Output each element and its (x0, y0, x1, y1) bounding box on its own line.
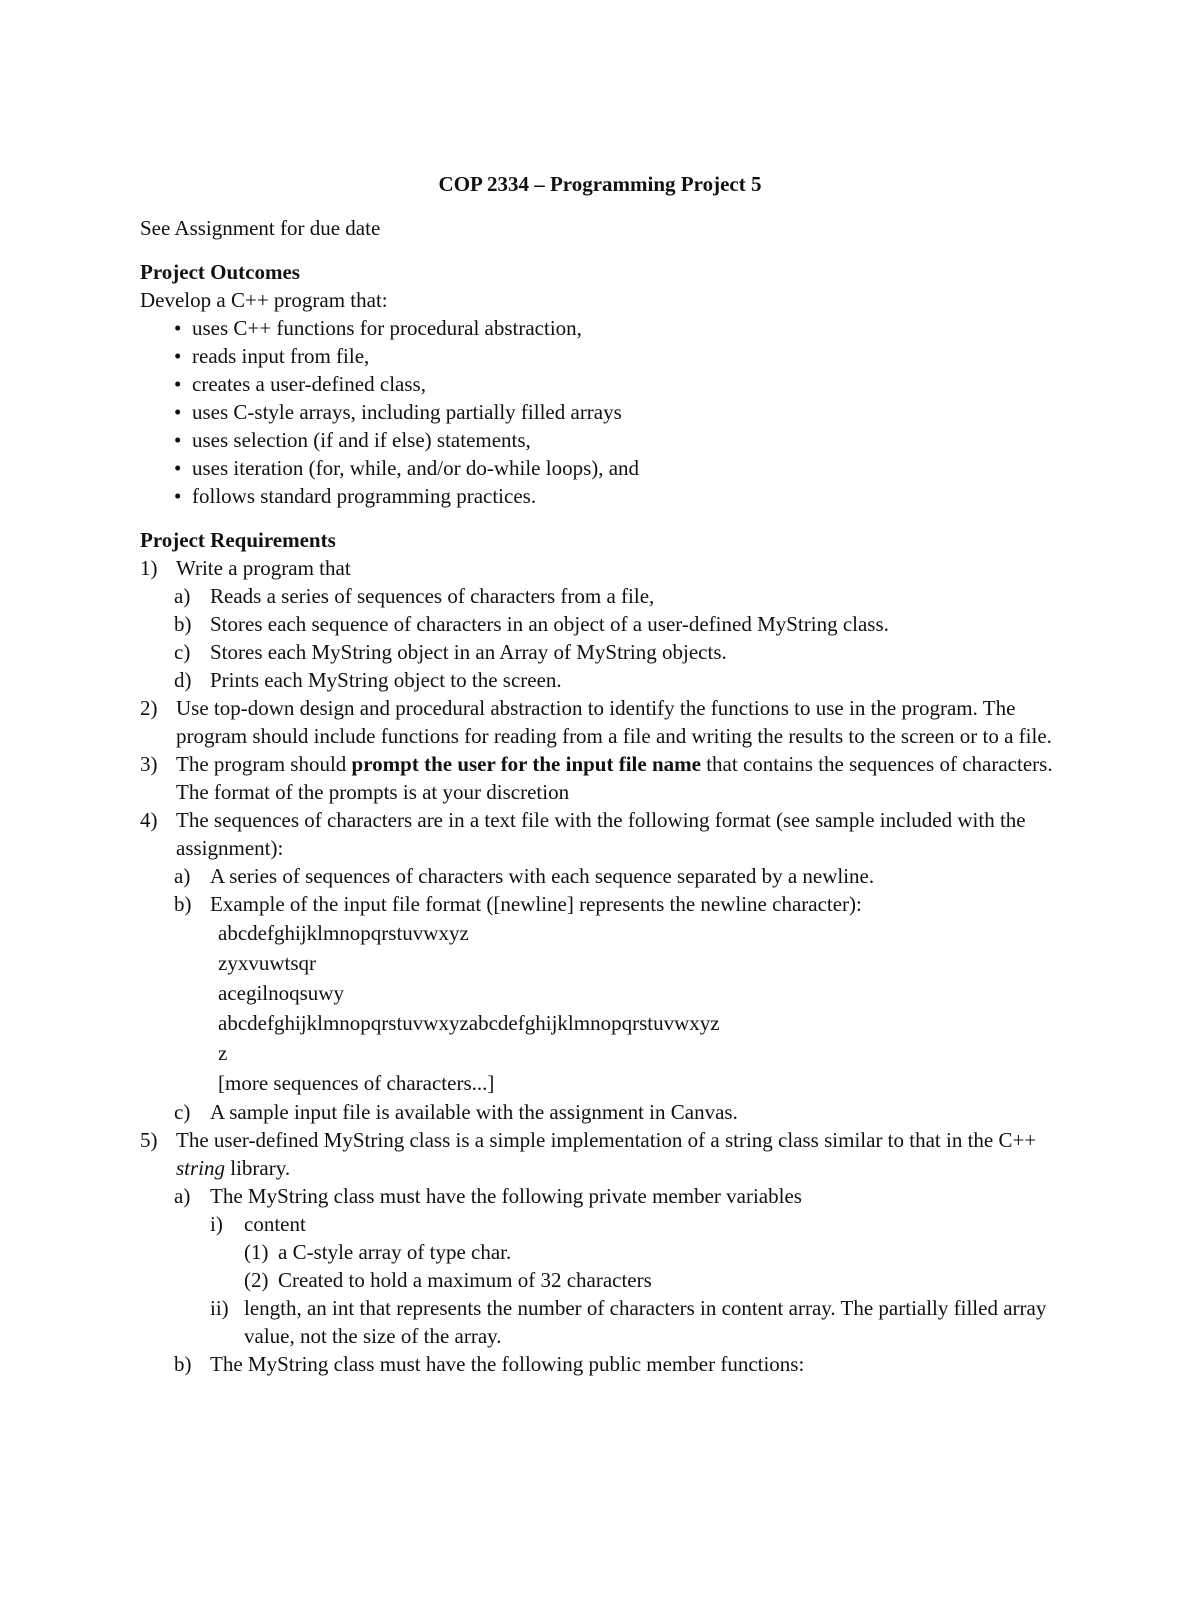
document-title: COP 2334 – Programming Project 5 (438, 172, 762, 196)
requirement-5a-ii (140, 1294, 1060, 1350)
list-marker: 3) (140, 752, 158, 776)
example-line: z (218, 1041, 228, 1065)
requirement-text: Prints each MyString object to the screen. (210, 668, 562, 692)
list-marker: a) (174, 1184, 191, 1208)
list-marker: c) (174, 640, 191, 664)
list-marker: b) (174, 1352, 192, 1376)
document-body (140, 170, 1060, 1378)
requirement-text: Stores each sequence of characters in an object of a user-defined MyString class. (210, 612, 889, 636)
outcomes-intro: Develop a C++ program that: (140, 288, 388, 312)
list-marker: b) (174, 612, 192, 636)
requirement-text: length, an int that represents the number of characters in content array. The partially filled array value, not the size of the array. (244, 1296, 1047, 1348)
requirement-emphasis: prompt the user for the input file name (351, 752, 701, 776)
requirement-text-post: library. (225, 1156, 291, 1180)
example-line: [more sequences of characters...] (218, 1071, 495, 1095)
requirement-5 (140, 1126, 1060, 1182)
requirement-1a (140, 582, 1060, 610)
list-marker: (1) (244, 1240, 269, 1264)
requirement-text: a C-style array of type char. (278, 1240, 512, 1264)
bullet-marker: • (174, 316, 182, 340)
outcome-text: uses C-style arrays, including partially filled arrays (192, 400, 622, 424)
bullet-marker: • (174, 344, 182, 368)
list-marker: 4) (140, 808, 158, 832)
requirement-3 (140, 750, 1060, 806)
requirement-text: Created to hold a maximum of 32 characters (278, 1268, 652, 1292)
requirement-4b (140, 890, 1060, 918)
requirement-1 (140, 554, 1060, 582)
requirement-text: The sequences of characters are in a text file with the following format (see sample included with the assignment): (176, 808, 1026, 860)
list-marker: a) (174, 584, 191, 608)
requirement-text: Reads a series of sequences of characters from a file, (210, 584, 655, 608)
requirement-5a-i (140, 1210, 1060, 1238)
outcome-text: follows standard programming practices. (192, 484, 537, 508)
list-marker: i) (210, 1212, 223, 1236)
requirement-text: content (244, 1212, 306, 1236)
outcome-text: uses iteration (for, while, and/or do-while loops), and (192, 456, 640, 480)
example-line: acegilnoqsuwy (218, 981, 344, 1005)
requirement-text: Stores each MyString object in an Array of MyString objects. (210, 640, 727, 664)
outcome-item (174, 314, 1060, 342)
outcome-item (174, 426, 1060, 454)
requirement-text-pre: The program should (176, 752, 352, 776)
requirement-4a (140, 862, 1060, 890)
requirement-5b (140, 1350, 1060, 1378)
outcome-item (174, 370, 1060, 398)
outcome-text: reads input from file, (192, 344, 370, 368)
bullet-marker: • (174, 484, 182, 508)
requirement-text: Write a program that (176, 556, 351, 580)
example-line: zyxvuwtsqr (218, 951, 316, 975)
list-marker: ii) (210, 1296, 229, 1320)
requirement-5a-i-1 (140, 1238, 1060, 1266)
list-marker: c) (174, 1100, 191, 1124)
example-line: abcdefghijklmnopqrstuvwxyzabcdefghijklmnopqrstuvwxyz (218, 1011, 720, 1035)
requirement-text: Example of the input file format ([newline] represents the newline character): (210, 892, 862, 916)
requirement-4c (140, 1098, 1060, 1126)
list-marker: d) (174, 668, 192, 692)
list-marker: 1) (140, 556, 158, 580)
requirement-text-pre: The user-defined MyString class is a simple implementation of a string class similar to that in the C++ (176, 1128, 1037, 1152)
list-marker: a) (174, 864, 191, 888)
requirement-1b (140, 610, 1060, 638)
requirement-text: A series of sequences of characters with each sequence separated by a newline. (210, 864, 875, 888)
bullet-marker: • (174, 428, 182, 452)
outcome-text: uses selection (if and if else) statements, (192, 428, 531, 452)
outcomes-section (140, 258, 1060, 510)
requirement-text: The MyString class must have the following private member variables (210, 1184, 802, 1208)
requirements-section (140, 526, 1060, 1378)
outcomes-heading: Project Outcomes (140, 260, 300, 284)
due-date-note: See Assignment for due date (140, 216, 381, 240)
requirement-4 (140, 806, 1060, 862)
requirement-text: Use top-down design and procedural abstraction to identify the functions to use in the program. The program should include functions for reading from a file and writing the results to the screen or to a file. (176, 696, 1052, 748)
outcome-item (174, 342, 1060, 370)
requirement-text-post: that contains the sequences of characters. The format of the prompts is at your discretion (176, 752, 1053, 804)
requirement-5a-i-2 (140, 1266, 1060, 1294)
requirement-5a (140, 1182, 1060, 1210)
requirements-heading: Project Requirements (140, 528, 336, 552)
bullet-marker: • (174, 372, 182, 396)
list-marker: b) (174, 892, 192, 916)
outcome-item (174, 398, 1060, 426)
outcome-item (174, 454, 1060, 482)
requirement-1d (140, 666, 1060, 694)
list-marker: (2) (244, 1268, 269, 1292)
outcome-text: creates a user-defined class, (192, 372, 426, 396)
outcome-item (174, 482, 1060, 510)
requirement-1c (140, 638, 1060, 666)
bullet-marker: • (174, 400, 182, 424)
outcomes-list (140, 314, 1060, 510)
requirement-italic: string (176, 1156, 226, 1180)
requirement-2 (140, 694, 1060, 750)
example-line: abcdefghijklmnopqrstuvwxyz (218, 921, 469, 945)
list-marker: 2) (140, 696, 158, 720)
example-input-block (140, 918, 1060, 1098)
requirement-text: The MyString class must have the following public member functions: (210, 1352, 805, 1376)
requirement-text: A sample input file is available with the assignment in Canvas. (210, 1100, 738, 1124)
outcome-text: uses C++ functions for procedural abstraction, (192, 316, 582, 340)
bullet-marker: • (174, 456, 182, 480)
list-marker: 5) (140, 1128, 158, 1152)
